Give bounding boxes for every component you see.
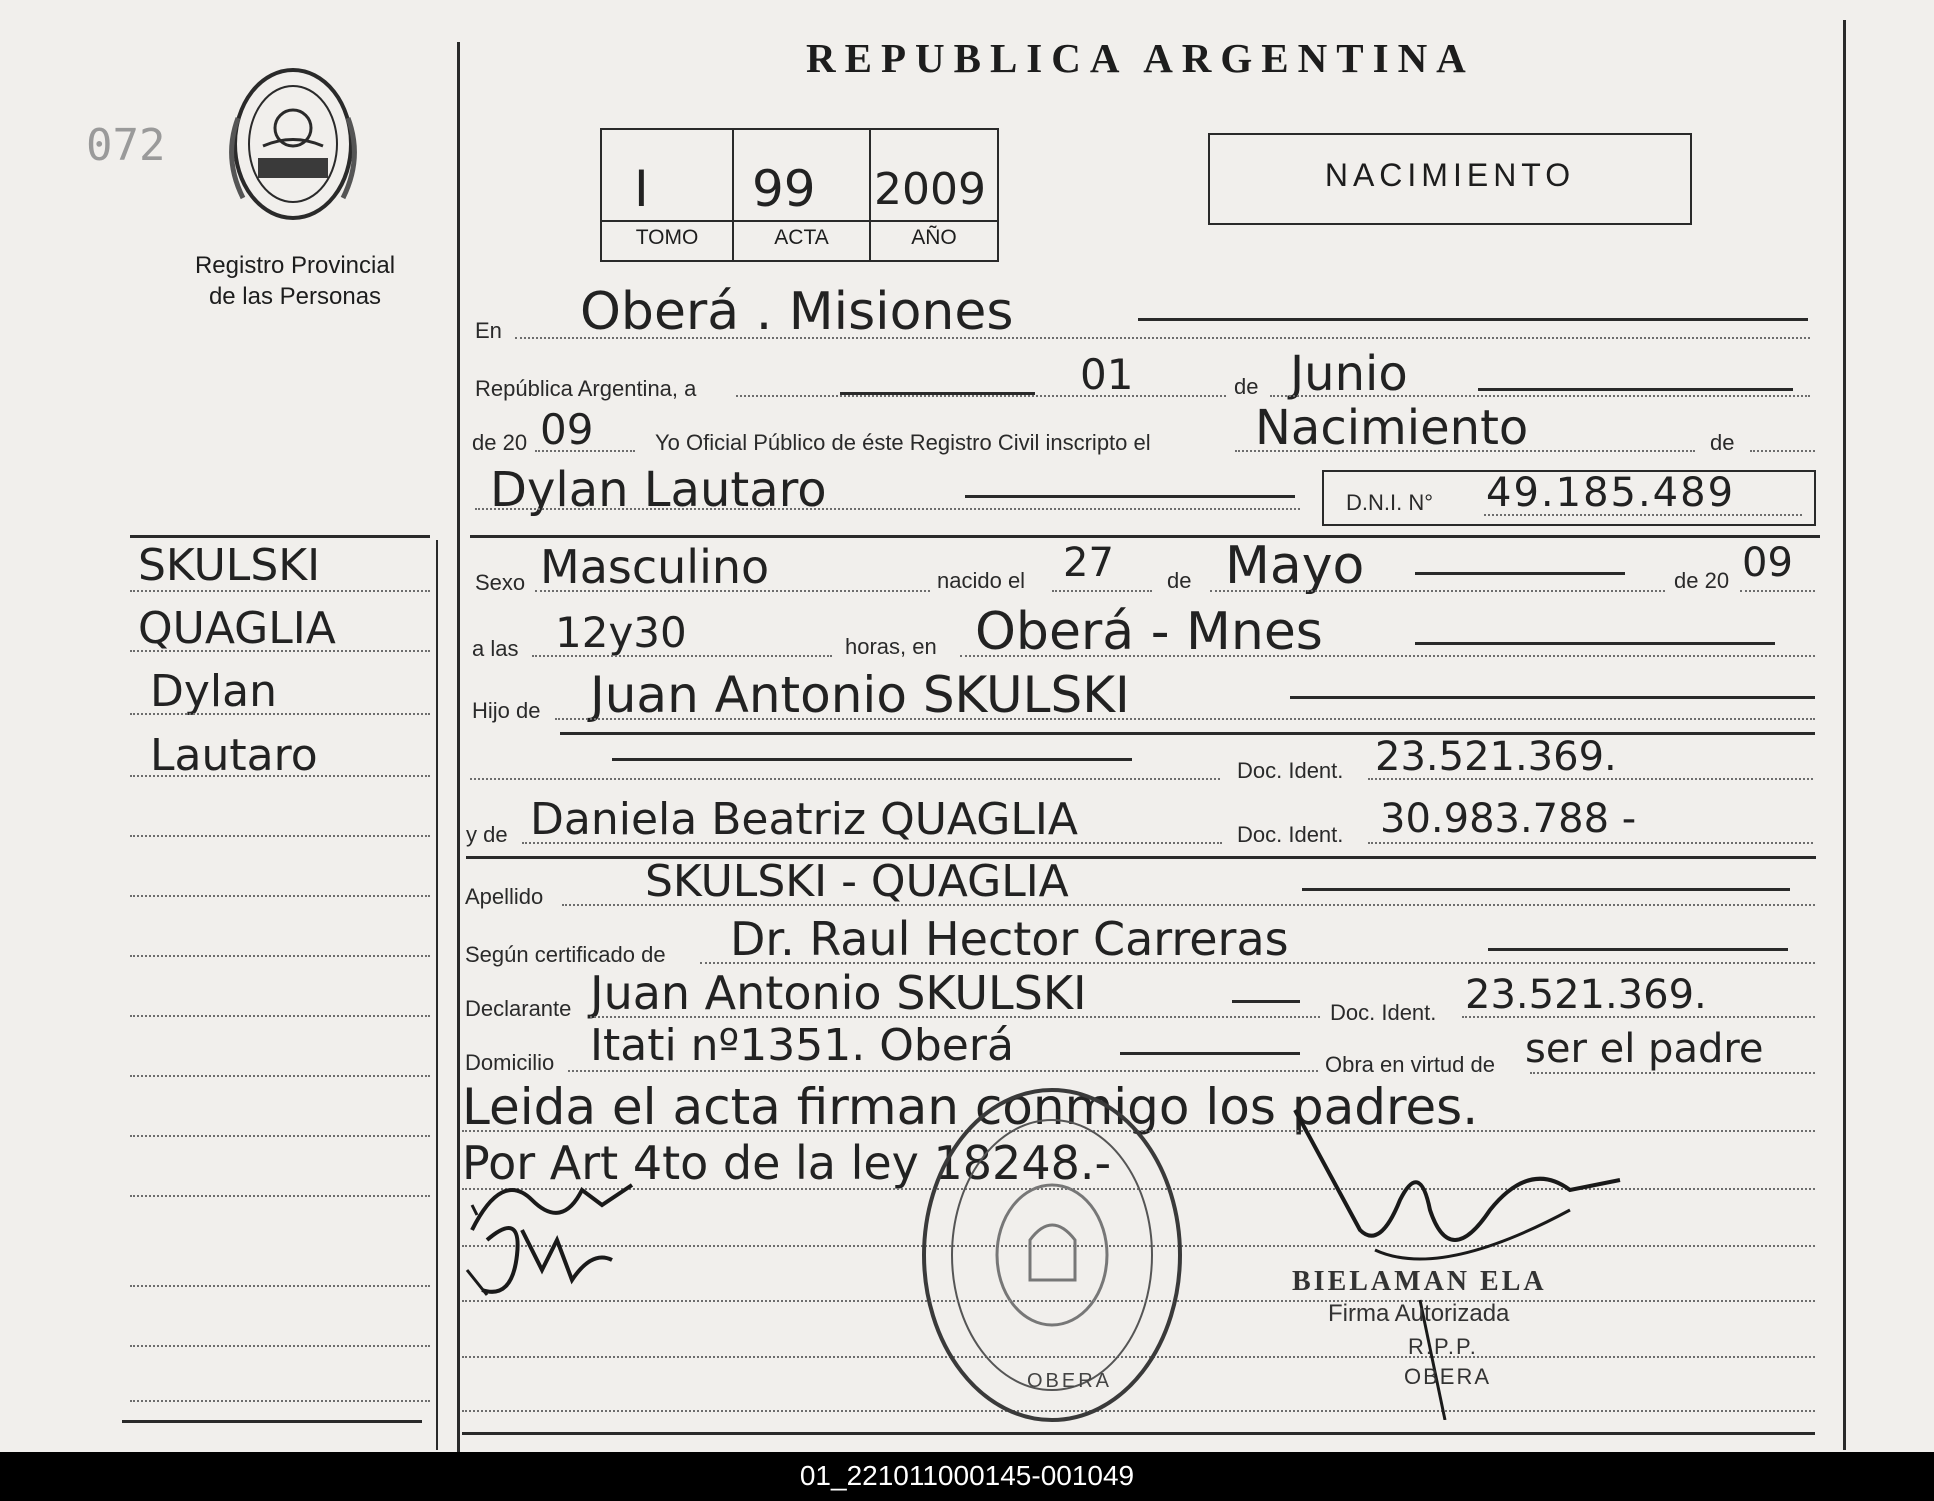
footer-id: 01_221011000145-001049 bbox=[799, 1460, 1135, 1491]
main-left-border bbox=[457, 42, 460, 1452]
value-declarante: Juan Antonio SKULSKI bbox=[590, 966, 1087, 1020]
signer-line-3: OBERA bbox=[1404, 1364, 1492, 1389]
label-declarante: Declarante bbox=[465, 996, 572, 1021]
margin-name-3: Dylan bbox=[150, 666, 277, 717]
dni-box bbox=[1322, 470, 1816, 526]
value-nacido-anio: 09 bbox=[1742, 540, 1793, 586]
doc-type: NACIMIENTO bbox=[1324, 157, 1576, 193]
registry-line-1: Registro Provincial bbox=[194, 252, 396, 279]
label-republica: República Argentina, a bbox=[475, 376, 697, 401]
label-dni: D.N.I. N° bbox=[1346, 490, 1434, 515]
label-de-20: de 20 bbox=[472, 430, 528, 455]
label-de-2: de bbox=[1710, 430, 1735, 455]
tomo-value: I bbox=[634, 160, 649, 218]
anio-label: AÑO bbox=[911, 226, 957, 249]
label-domicilio: Domicilio bbox=[465, 1050, 555, 1075]
signer-name: BIELAMAN ELA bbox=[1292, 1266, 1547, 1297]
misiones-seal-logo bbox=[218, 58, 368, 224]
label-obra-en-virtud: Obra en virtud de bbox=[1325, 1052, 1495, 1077]
note-line-1: Leida el acta firman conmigo los padres. bbox=[462, 1078, 1479, 1136]
value-declarante-doc: 23.521.369. bbox=[1465, 972, 1707, 1018]
label-sexo: Sexo bbox=[475, 570, 526, 595]
value-madre-doc: 30.983.788 - bbox=[1380, 796, 1637, 842]
label-de-1: de bbox=[1234, 374, 1259, 399]
label-hijo-de: Hijo de bbox=[472, 698, 541, 723]
value-obra: ser el padre bbox=[1525, 1026, 1764, 1072]
registro-box bbox=[600, 128, 999, 262]
value-padre-doc: 23.521.369. bbox=[1375, 734, 1617, 780]
margin-name-2: QUAGLIA bbox=[138, 603, 336, 654]
value-mes: Junio bbox=[1290, 346, 1408, 402]
stamp-inner-text: OBERA bbox=[1027, 1370, 1113, 1392]
anio-value: 2009 bbox=[874, 164, 986, 215]
label-segun-certificado: Según certificado de bbox=[465, 942, 666, 967]
value-madre: Daniela Beatriz QUAGLIA bbox=[530, 794, 1078, 845]
margin-right-border bbox=[436, 540, 438, 1450]
label-yo-oficial: Yo Oficial Público de éste Registro Civil inscripto el bbox=[655, 430, 1151, 455]
value-sexo: Masculino bbox=[540, 540, 770, 594]
label-de-20-b: de 20 bbox=[1674, 568, 1730, 593]
signer-line-1: Firma Autorizada bbox=[1328, 1300, 1510, 1327]
acta-value: 99 bbox=[752, 160, 816, 218]
signer-line-2: R.P.P. bbox=[1408, 1334, 1478, 1359]
value-nacido-dia: 27 bbox=[1063, 540, 1114, 586]
label-de-3: de bbox=[1167, 568, 1192, 593]
value-hora: 12y30 bbox=[555, 608, 687, 657]
value-padre: Juan Antonio SKULSKI bbox=[590, 666, 1130, 724]
right-border bbox=[1843, 20, 1846, 1450]
label-y-de: y de bbox=[466, 822, 508, 847]
acta-label: ACTA bbox=[774, 226, 829, 249]
label-en: En bbox=[475, 318, 502, 343]
label-nacido-el: nacido el bbox=[937, 568, 1026, 593]
value-anio: 09 bbox=[540, 405, 594, 454]
official-stamp bbox=[915, 1080, 1190, 1430]
footer-bar bbox=[0, 1452, 1934, 1501]
page-number: 072 bbox=[86, 120, 166, 171]
tomo-label: TOMO bbox=[635, 226, 699, 249]
value-domicilio: Itati nº1351. Oberá bbox=[590, 1020, 1014, 1071]
label-doc-ident-madre: Doc. Ident. bbox=[1237, 822, 1344, 847]
value-nacido-mes: Mayo bbox=[1225, 536, 1365, 596]
doc-type-box bbox=[1208, 133, 1692, 225]
value-certificado: Dr. Raul Hector Carreras bbox=[730, 912, 1289, 966]
value-inscripto: Nacimiento bbox=[1255, 400, 1529, 456]
value-nombre: Dylan Lautaro bbox=[490, 462, 827, 518]
label-doc-ident-declarante: Doc. Ident. bbox=[1330, 1000, 1437, 1025]
margin-name-1: SKULSKI bbox=[138, 540, 321, 591]
note-line-2: Por Art 4to de la ley 18248.- bbox=[462, 1136, 1112, 1190]
registry-line-2: de las Personas bbox=[208, 283, 382, 310]
value-lugar: Oberá . Misiones bbox=[580, 282, 1014, 342]
parents-signatures bbox=[462, 1160, 662, 1310]
label-apellido: Apellido bbox=[465, 884, 544, 909]
label-a-las: a las bbox=[472, 636, 519, 661]
document-title: REPUBLICA ARGENTINA bbox=[806, 35, 1475, 81]
value-dia: 01 bbox=[1080, 350, 1134, 399]
label-horas-en: horas, en bbox=[845, 634, 937, 659]
label-doc-ident-padre: Doc. Ident. bbox=[1237, 758, 1344, 783]
margin-name-4: Lautaro bbox=[150, 730, 318, 781]
value-lugar-nac: Oberá - Mnes bbox=[975, 602, 1323, 662]
value-apellido: SKULSKI - QUAGLIA bbox=[645, 856, 1069, 907]
registry-name bbox=[160, 250, 430, 312]
value-dni: 49.185.489 bbox=[1486, 470, 1736, 516]
